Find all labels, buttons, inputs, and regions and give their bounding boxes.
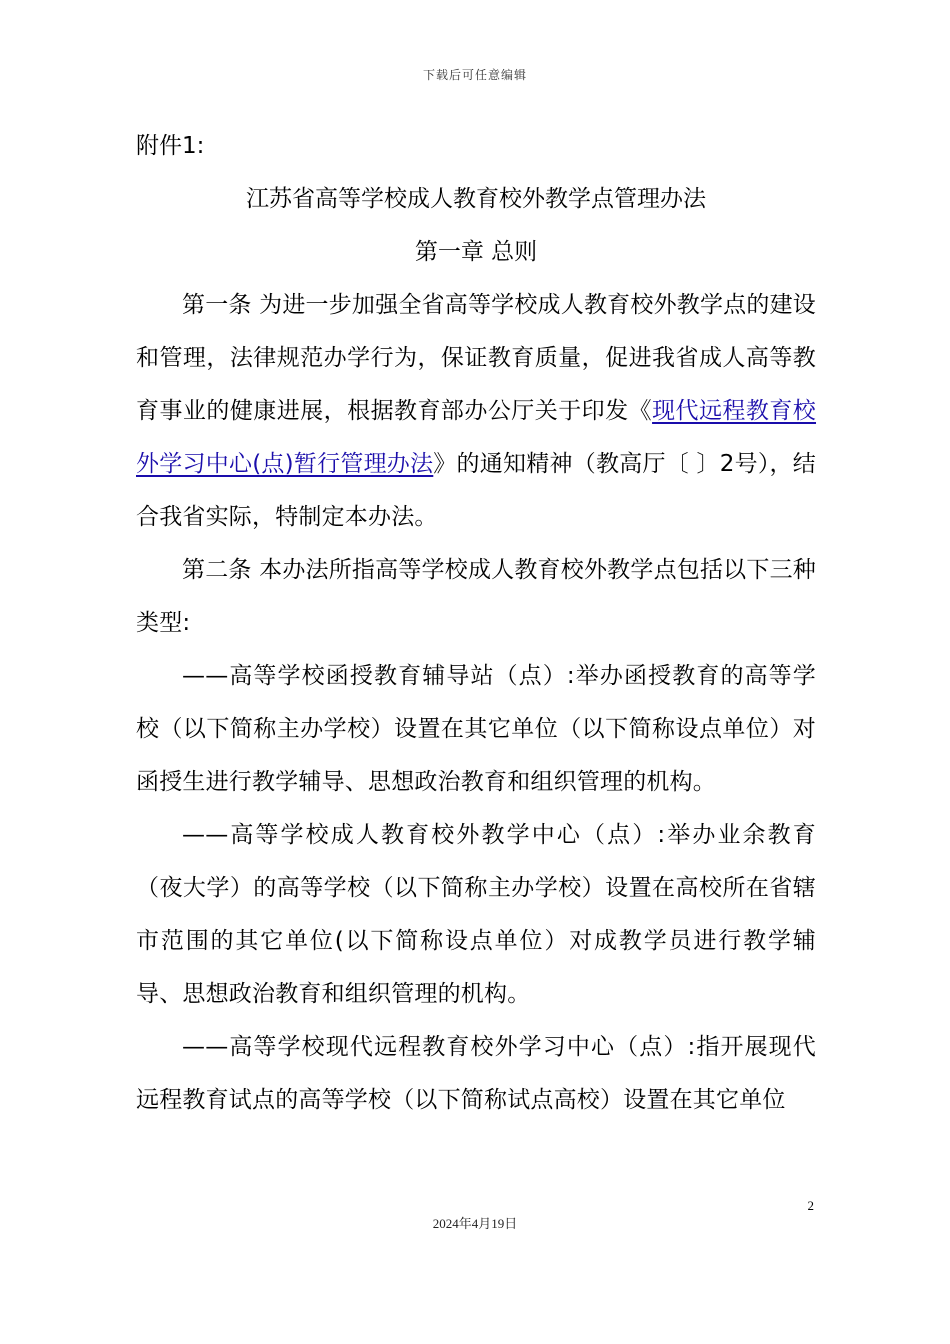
footer-date: 2024年4月19日 [432, 1216, 518, 1231]
attachment-label: 附件1: [136, 133, 205, 159]
page-number: 2 [807, 1198, 814, 1213]
page-header-note: 下载后可任意编辑 [422, 68, 527, 82]
item-1-paragraph: ——高等学校函授教育辅导站（点）:举办函授教育的高等学校（以下简称主办学校）设置在其它单位（以下简称设点单位）对函授生进行教学辅导、思想政治教育和组织管理的机构。 [136, 663, 816, 795]
item-3-paragraph: ——高等学校现代远程教育校外学习中心（点）:指开展现代远程教育试点的高等学校（以下简称试点高校）设置在其它单位 [136, 1034, 816, 1113]
article-2-paragraph: 第二条 本办法所指高等学校成人教育校外教学点包括以下三种类型: [136, 557, 816, 636]
article-1-text-after-link: 》的通知精神（教高厅〔 〕2号），结合我省实际，特制定本办法。 [136, 451, 817, 530]
article-1-text-before-link: 第一条 为进一步加强全省高等学校成人教育校外教学点的建设和管理，法律规范办学行为，保证教育质量，促进我省成人高等教育事业的健康进展，根据教育部办公厅关于印发《 [136, 292, 816, 424]
item-2-paragraph: ——高等学校成人教育校外教学中心（点）:举办业余教育（夜大学）的高等学校（以下简称主办学校）设置在高校所在省辖市范围的其它单位(以下简称设点单位）对成教学员进行教学辅导、思想政治教育和组织管理的机构。 [136, 822, 816, 1007]
regulation-link[interactable]: 现代远程教育校外学习中心(点)暂行管理办法 [136, 398, 817, 477]
article-1-paragraph [136, 279, 816, 544]
document-body [136, 120, 816, 1127]
document-title: 江苏省高等学校成人教育校外教学点管理办法 [246, 186, 706, 212]
chapter-heading: 第一章 总则 [414, 239, 538, 265]
